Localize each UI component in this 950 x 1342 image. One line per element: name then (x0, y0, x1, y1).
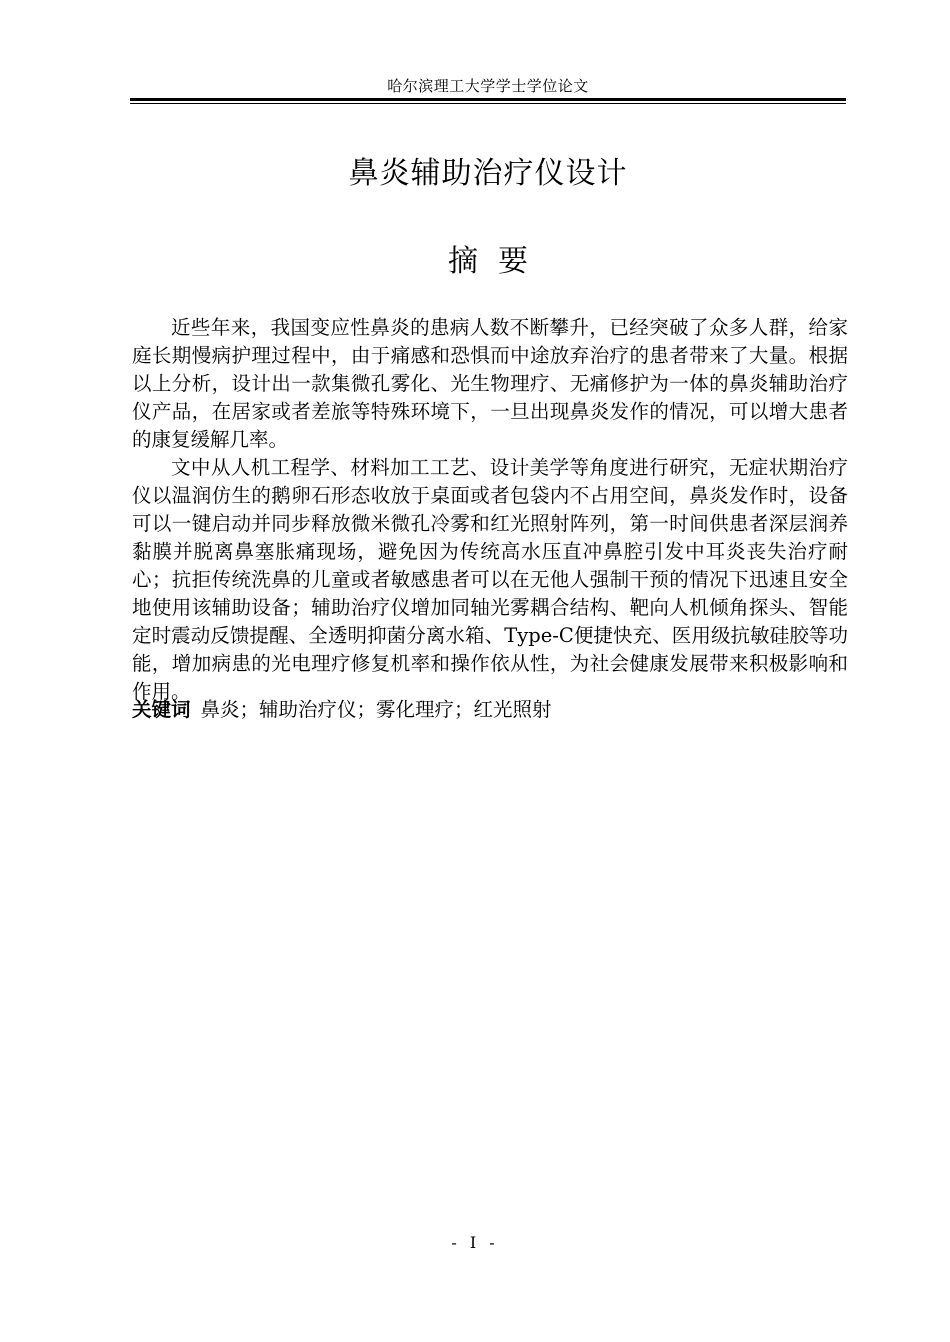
header-rule-thick (130, 98, 846, 101)
keywords-line (132, 696, 848, 724)
abstract-paragraph-1: 近些年来，我国变应性鼻炎的患病人数不断攀升，已经突破了众多人群，给家庭长期慢病护理过程中，由于痛感和恐惧而中途放弃治疗的患者带来了大量。根据以上分析，设计出一款集微孔雾化、光生物理疗、无痛修护为一体的鼻炎辅助治疗仪产品，在居家或者差旅等特殊环境下，一旦出现鼻炎发作的情况，可以增大患者的康复缓解几率。 (132, 316, 848, 451)
running-header: 哈尔滨理工大学学士学位论文 (387, 77, 589, 95)
abstract-heading: 摘要 (448, 244, 548, 279)
thesis-title: 鼻炎辅助治疗仪设计 (348, 156, 628, 191)
abstract-paragraph-2: 文中从人机工程学、材料加工工艺、设计美学等角度进行研究，无症状期治疗仪以温润仿生的鹅卵石形态收放于桌面或者包袋内不占用空间，鼻炎发作时，设备可以一键启动并同步释放微米微孔冷雾和红光照射阵列，第一时间供患者深层润养黏膜并脱离鼻塞胀痛现场，避免因为传统高水压直冲鼻腔引发中耳炎丧失治疗耐心；抗拒传统洗鼻的儿童或者敏感患者可以在无他人强制干预的情况下迅速且安全地使用该辅助设备；辅助治疗仪增加同轴光雾耦合结构、靶向人机倾角探头、智能定时震动反馈提醒、全透明抑菌分离水箱、Type-C便捷快充、医用级抗敏硅胶等功能，增加病患的光电理疗修复机率和操作依从性，为社会健康发展带来积极影响和作用。 (132, 456, 848, 703)
page-number: - I - (451, 1233, 499, 1252)
abstract-body (132, 314, 848, 706)
keywords-text: 鼻炎；辅助治疗仪；雾化理疗；红光照射 (200, 698, 552, 721)
header-rule-thin (130, 103, 846, 104)
keywords-label: 关键词 (132, 698, 191, 721)
